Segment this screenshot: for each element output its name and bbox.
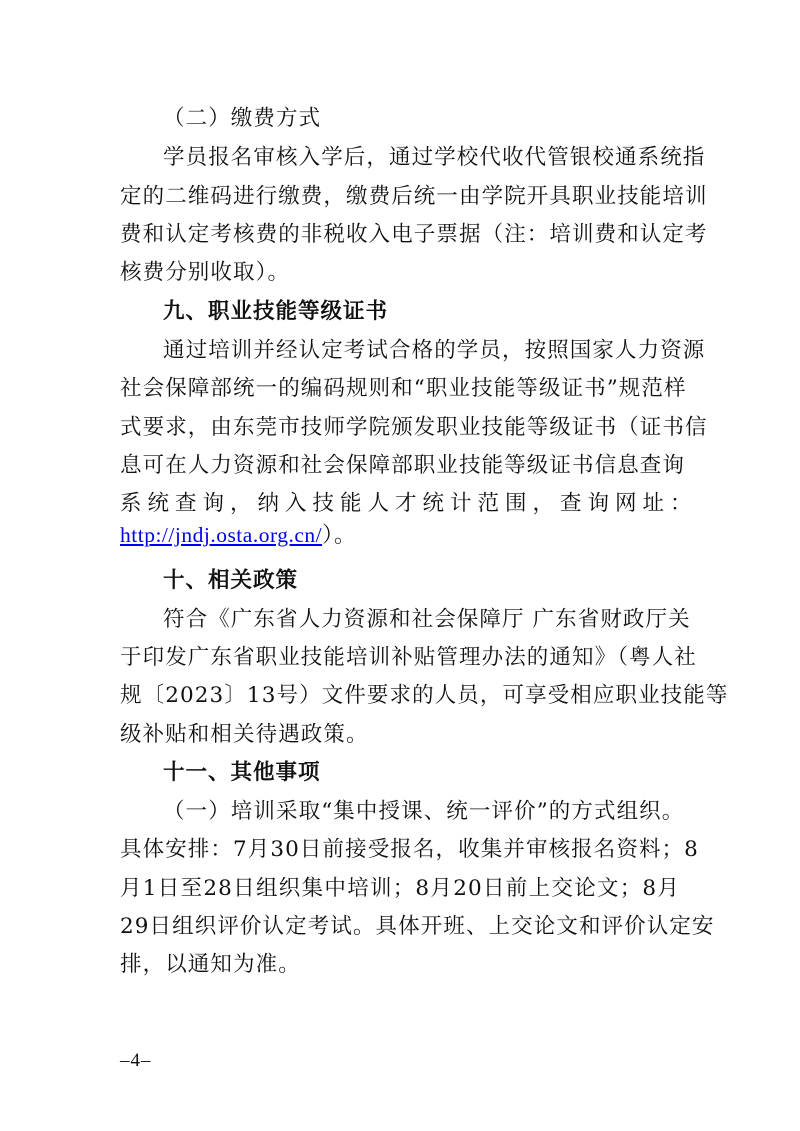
payment-line-3: 费和认定考核费的非税收入电子票据（注：培训费和认定考 bbox=[120, 222, 708, 247]
policy-heading: 十、相关政策 bbox=[163, 568, 299, 593]
policy-line-3: 规〔2023〕13号）文件要求的人员，可享受相应职业技能等 bbox=[120, 683, 729, 708]
certificate-line-4: 息可在人力资源和社会保障部职业技能等级证书信息查询 bbox=[120, 453, 686, 478]
certificate-link-line bbox=[120, 520, 680, 551]
certificate-line-2: 社会保障部统一的编码规则和“职业技能等级证书”规范样 bbox=[120, 376, 687, 401]
other-line-2: 具体安排：7月30日前接受报名，收集并审核报名资料；8 bbox=[120, 837, 699, 862]
certificate-heading: 九、职业技能等级证书 bbox=[163, 299, 389, 324]
payment-subheading: （二）缴费方式 bbox=[163, 106, 322, 131]
certificate-query-link[interactable]: http://jndj.osta.org.cn/ bbox=[120, 523, 323, 547]
certificate-line-3: 式要求，由东莞市技师学院颁发职业技能等级证书（证书信 bbox=[120, 415, 708, 440]
policy-line-2: 于印发广东省职业技能培训补贴管理办法的通知》（粤人社 bbox=[120, 645, 697, 670]
certificate-link-suffix: ）。 bbox=[322, 523, 357, 548]
policy-line-1: 符合《广东省人力资源和社会保障厅 广东省财政厅关 bbox=[163, 607, 691, 632]
certificate-line-1: 通过培训并经认定考试合格的学员，按照国家人力资源 bbox=[163, 338, 706, 363]
other-line-3: 月1日至28日组织集中培训；8月20日前上交论文；8月 bbox=[120, 876, 680, 901]
other-heading: 十一、其他事项 bbox=[163, 760, 321, 785]
certificate-line-5: 系统查询，纳入技能人才统计范围，查询网址： bbox=[120, 491, 698, 516]
other-line-5: 排，以通知为准。 bbox=[120, 952, 301, 977]
payment-line-1: 学员报名审核入学后，通过学校代收代管银校通系统指 bbox=[163, 145, 706, 170]
page-number: –4– bbox=[120, 1050, 152, 1071]
payment-line-4: 核费分别收取）。 bbox=[120, 260, 291, 285]
other-line-1: （一）培训采取“集中授课、统一评价”的方式组织。 bbox=[163, 799, 685, 824]
payment-line-2: 定的二维码进行缴费，缴费后统一由学院开具职业技能培训 bbox=[120, 184, 708, 209]
policy-line-4: 级补贴和相关待遇政策。 bbox=[120, 722, 369, 747]
other-line-4: 29日组织评价认定考试。具体开班、上交论文和评价认定安 bbox=[120, 914, 715, 939]
